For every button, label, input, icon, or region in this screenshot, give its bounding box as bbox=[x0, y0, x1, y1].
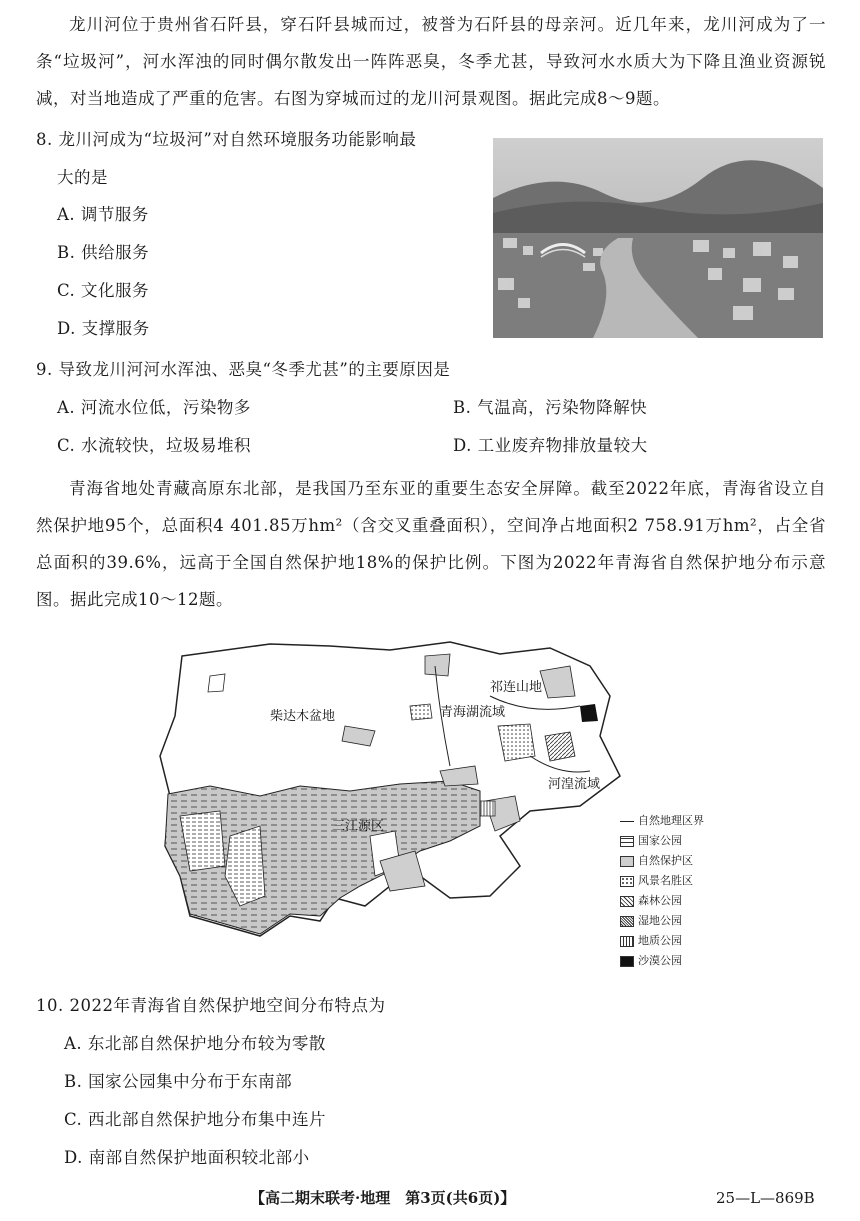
q9-option-a: A. 河流水位低，污染物多 bbox=[57, 398, 251, 417]
q9-option-c: C. 水流较快，垃圾易堆积 bbox=[57, 436, 252, 455]
q8-stem-line1: 8. 龙川河成为“垃圾河”对自然环境服务功能影响最 bbox=[36, 130, 417, 149]
legend-wetland-park: 湿地公园 bbox=[620, 914, 682, 928]
q10-option-d: D. 南部自然保护地面积较北部小 bbox=[64, 1148, 310, 1167]
q10-stem: 10. 2022年青海省自然保护地空间分布特点为 bbox=[36, 996, 386, 1015]
passage-qinghai: 青海省地处青藏高原东北部，是我国乃至东亚的重要生态安全屏障。截至2022年底，青海省设立自然保护地95个，总面积4 401.85万hm²（含交叉重叠面积），空间净占地面积2 758.91万hm²，占全省总面积的39.6%，远高于全国自然保护地18%的保护比例。下图为2022年青海省自然保护地分布示意图。据此完成10～12题。 bbox=[36, 479, 826, 609]
q8-stem-line2: 大的是 bbox=[57, 168, 108, 187]
map-label-sanjiangyuan: 三江源区 bbox=[332, 819, 385, 834]
legend-nature-reserve: 自然保护区 bbox=[620, 854, 693, 868]
map-label-hehuang: 河湟流域 bbox=[548, 777, 601, 792]
legend-scenic-area: 风景名胜区 bbox=[620, 874, 693, 888]
q9-option-b: B. 气温高，污染物降解快 bbox=[453, 398, 648, 417]
footer-code: 25—L—869B bbox=[716, 1189, 815, 1207]
q8-option-b: B. 供给服务 bbox=[57, 243, 150, 262]
legend-boundary: 自然地理区界 bbox=[620, 814, 704, 828]
legend-desert-park: 沙漠公园 bbox=[620, 954, 682, 968]
map-label-qinghai-lake: 青海湖流域 bbox=[440, 705, 506, 720]
q9-stem: 9. 导致龙川河河水浑浊、恶臭“冬季尤甚”的主要原因是 bbox=[36, 360, 451, 379]
q8-option-a: A. 调节服务 bbox=[57, 205, 149, 224]
q10-option-a: A. 东北部自然保护地分布较为零散 bbox=[64, 1034, 326, 1053]
legend-geopark: 地质公园 bbox=[620, 934, 682, 948]
map-label-qilian: 祁连山地 bbox=[490, 680, 543, 695]
qinghai-protected-areas-map bbox=[150, 636, 722, 976]
footer-exam-info: 【高二期末联考·地理 第3页(共6页)】 bbox=[250, 1189, 516, 1207]
legend-national-park: 国家公园 bbox=[620, 834, 682, 848]
map-label-qaidam: 柴达木盆地 bbox=[270, 709, 336, 724]
longchuan-river-photo bbox=[493, 138, 823, 338]
q8-option-c: C. 文化服务 bbox=[57, 281, 150, 300]
q9-option-d: D. 工业废弃物排放量较大 bbox=[453, 436, 648, 455]
legend-forest-park: 森林公园 bbox=[620, 894, 682, 908]
q8-option-d: D. 支撑服务 bbox=[57, 319, 150, 338]
passage-longchuan: 龙川河位于贵州省石阡县，穿石阡县城而过，被誉为石阡县的母亲河。近几年来，龙川河成为了一条“垃圾河”，河水浑浊的同时偶尔散发出一阵阵恶臭，冬季尤甚，导致河水水质大为下降且渔业资源锐减，对当地造成了严重的危害。右图为穿城而过的龙川河景观图。据此完成8～9题。 bbox=[36, 15, 826, 108]
q10-option-b: B. 国家公园集中分布于东南部 bbox=[64, 1072, 293, 1091]
q10-option-c: C. 西北部自然保护地分布集中连片 bbox=[64, 1110, 327, 1129]
